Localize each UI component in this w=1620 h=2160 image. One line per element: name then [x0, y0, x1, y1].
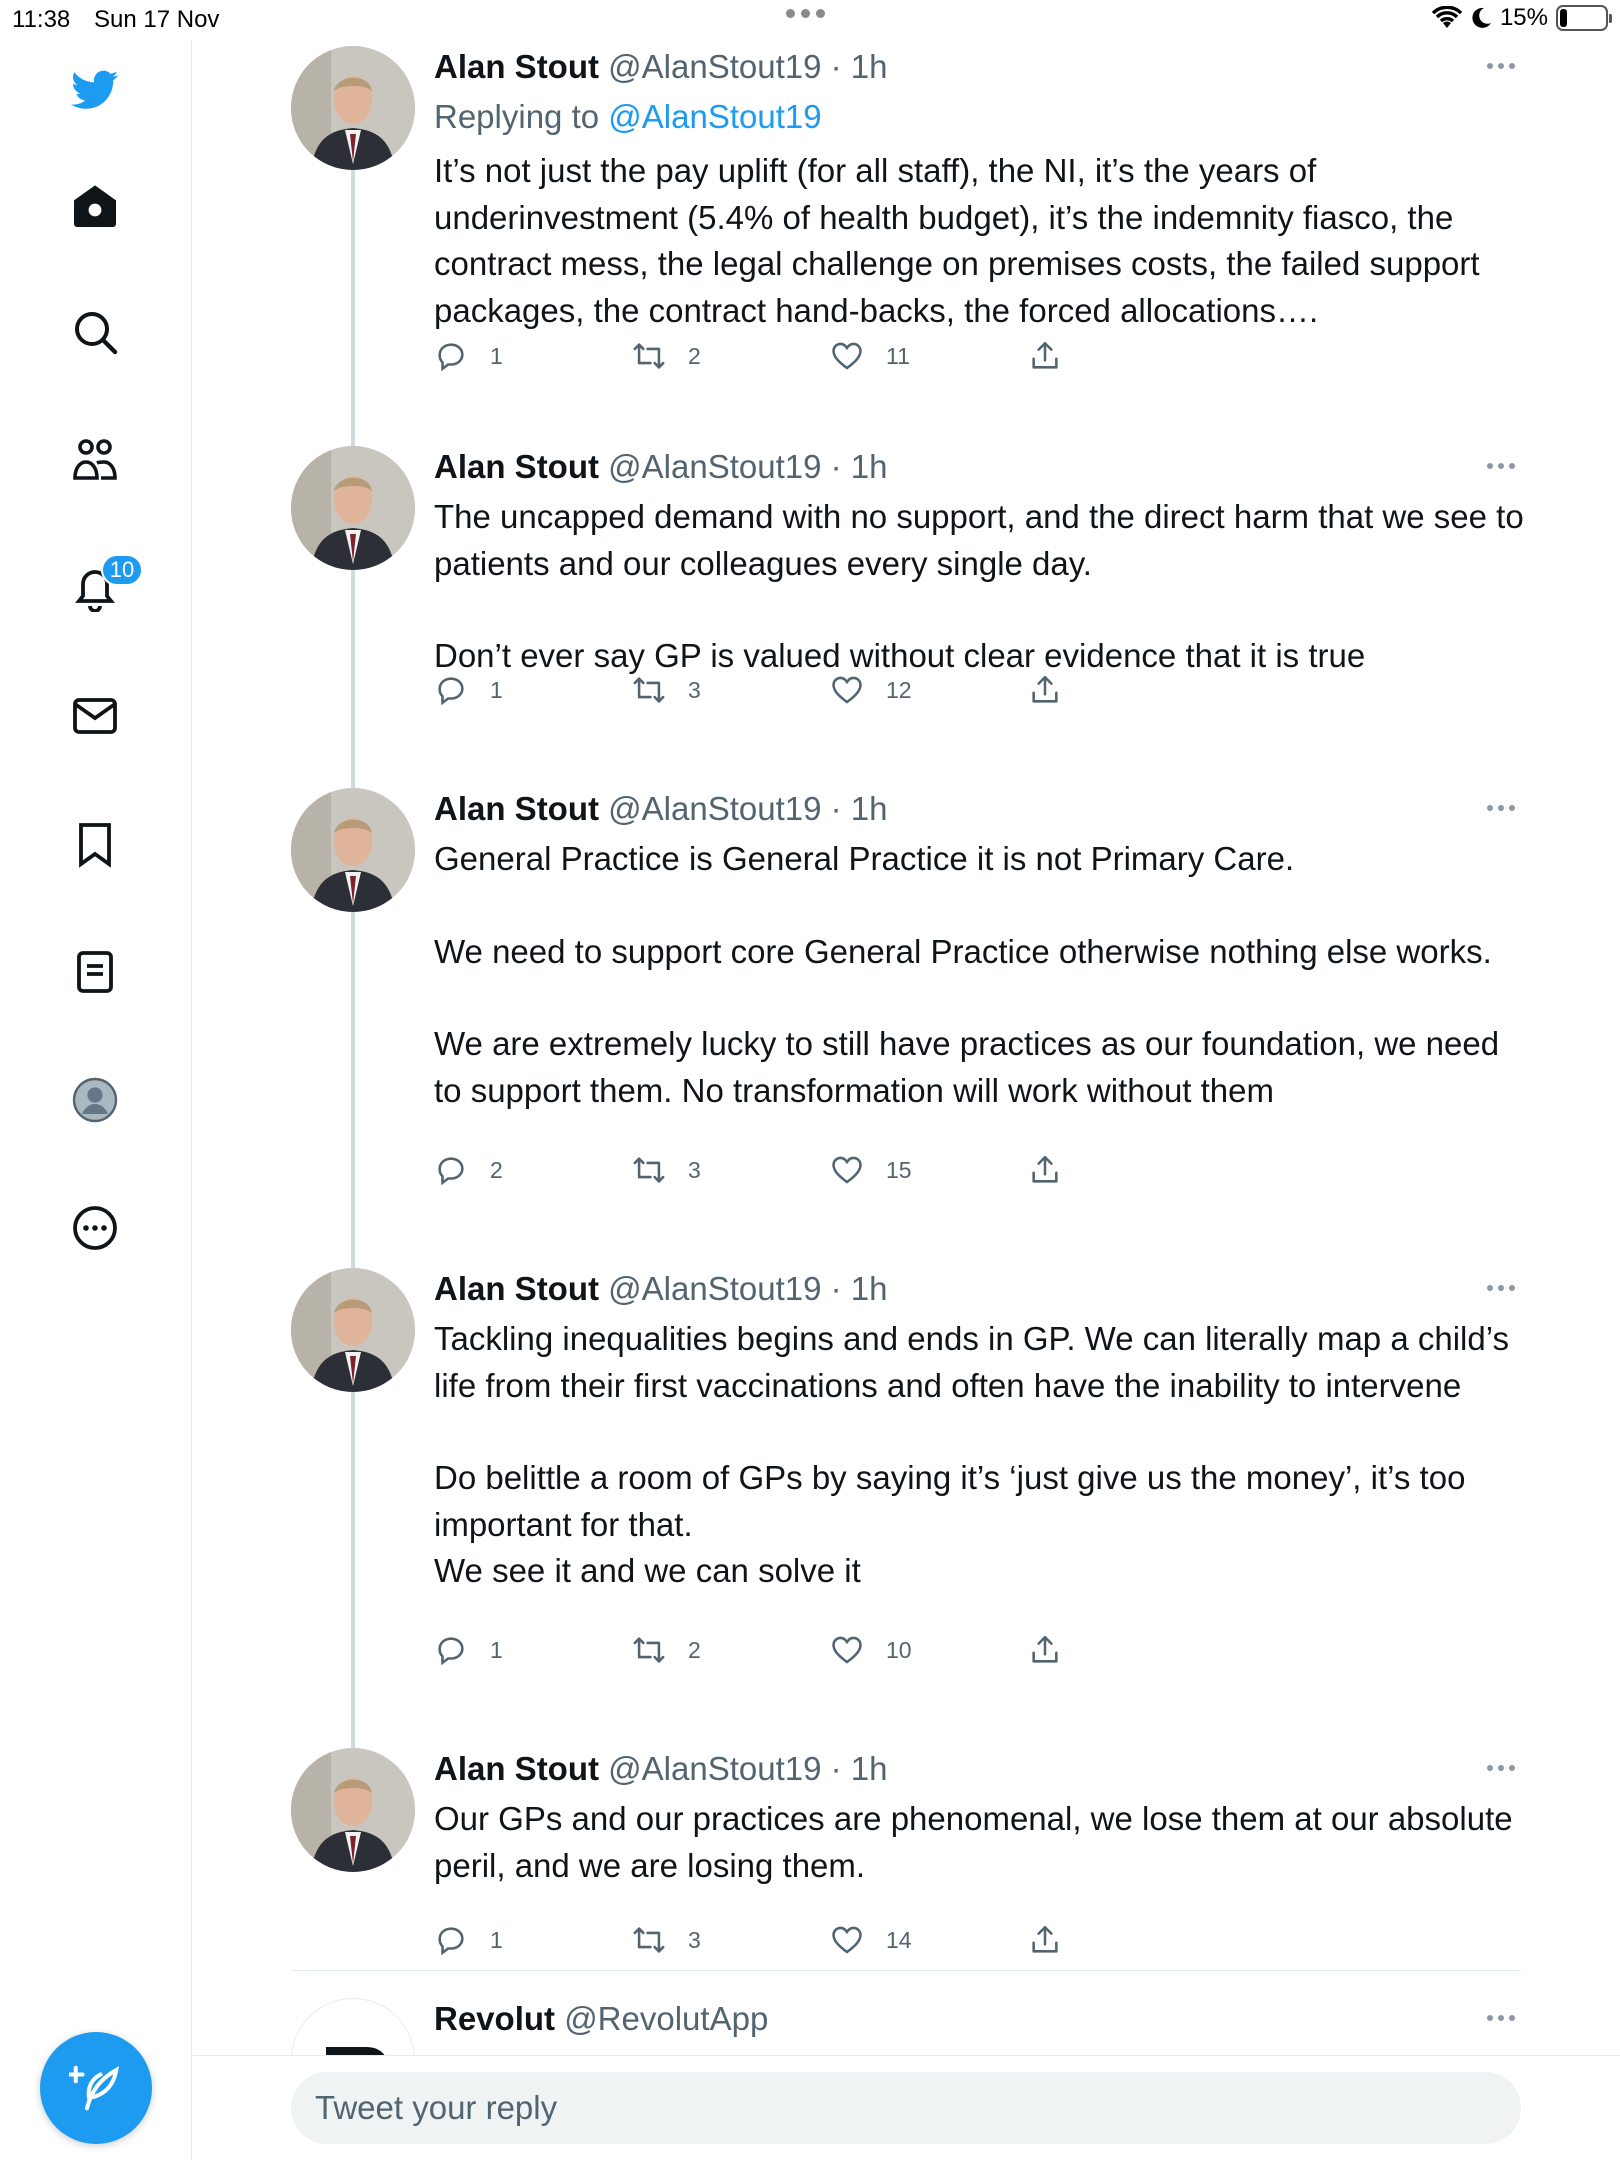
heart-icon [830, 1923, 864, 1957]
tweet[interactable] [291, 1268, 1521, 1708]
reply-count: 1 [490, 342, 503, 369]
share-icon [1028, 1153, 1062, 1187]
reply-count: 1 [490, 676, 503, 703]
tweet-paragraph: We need to support core General Practice otherwise nothing else works. [434, 932, 1492, 970]
reply-icon [434, 1153, 468, 1187]
tweet-text [434, 1316, 1524, 1595]
battery-percent: 15% [1499, 4, 1548, 31]
tweet-paragraph: Do belittle a room of GPs by saying it’s ‘just give us the money’, it’s too important for that. We see it and we can solve it [434, 1459, 1466, 1589]
author-handle[interactable]: @RevolutApp [564, 2000, 769, 2037]
retweet-icon [632, 673, 666, 707]
share-icon [1028, 1633, 1062, 1667]
like-count: 15 [886, 1156, 912, 1183]
communities-icon[interactable] [55, 420, 135, 500]
reply-count: 1 [490, 1636, 503, 1663]
tweet-actions [434, 336, 1114, 376]
share-button[interactable] [1028, 670, 1062, 710]
tweet-header [434, 1270, 888, 1308]
home-icon[interactable] [55, 166, 135, 246]
reply-icon [434, 339, 468, 373]
messages-envelope-icon[interactable] [55, 676, 135, 756]
author-handle[interactable]: @AlanStout19 [608, 48, 822, 85]
replying-to-label: Replying to [434, 98, 600, 135]
share-button[interactable] [1028, 1630, 1062, 1670]
retweet-button[interactable] [632, 1150, 701, 1190]
author-name[interactable]: Alan Stout [434, 48, 599, 85]
author-handle[interactable]: @AlanStout19 [608, 448, 822, 485]
bookmark-icon[interactable] [55, 804, 135, 884]
tweet-divider [291, 1970, 1521, 1971]
like-button[interactable] [830, 1920, 912, 1960]
tweet-header [434, 2000, 768, 2038]
share-icon [1028, 673, 1062, 707]
notifications-badge: 10 [101, 554, 143, 586]
reply-button[interactable] [434, 670, 503, 710]
more-icon[interactable] [1481, 2008, 1521, 2028]
tweet-reply-input[interactable] [291, 2072, 1521, 2144]
like-count: 14 [886, 1926, 912, 1953]
share-button[interactable] [1028, 1920, 1062, 1960]
tweet-paragraph: The uncapped demand with no support, and the direct harm that we see to patients and our colleagues every single day. [434, 498, 1524, 582]
reply-count: 1 [490, 1926, 503, 1953]
retweet-button[interactable] [632, 670, 701, 710]
reply-icon [434, 1923, 468, 1957]
author-name[interactable]: Alan Stout [434, 1750, 599, 1787]
author-name[interactable]: Alan Stout [434, 1270, 599, 1307]
search-icon[interactable] [55, 292, 135, 372]
tweet-actions [434, 1630, 1114, 1670]
status-indicators [1432, 4, 1608, 32]
avatar[interactable] [291, 788, 415, 912]
retweet-icon [632, 1923, 666, 1957]
reply-button[interactable] [434, 1630, 503, 1670]
author-handle[interactable]: @AlanStout19 [608, 1270, 822, 1307]
retweet-button[interactable] [632, 1630, 701, 1670]
more-options-icon[interactable] [55, 1188, 135, 1268]
reply-icon [434, 1633, 468, 1667]
tweet-paragraph: Tackling inequalities begins and ends in GP. We can literally map a child’s life from their first vaccinations and often have the inability to intervene [434, 1320, 1509, 1404]
replying-to [434, 98, 822, 136]
heart-icon [830, 1633, 864, 1667]
tweet[interactable] [291, 1748, 1521, 1978]
status-date: Sun 17 Nov [94, 6, 220, 33]
tweet[interactable] [291, 446, 1524, 746]
tweet-text [434, 148, 1524, 334]
status-bar [0, 0, 1620, 40]
like-button[interactable] [830, 1630, 912, 1670]
feather-plus-icon [69, 2061, 123, 2115]
tweet-time[interactable]: · 1h [830, 1270, 888, 1307]
avatar[interactable] [291, 446, 415, 570]
like-button[interactable] [830, 336, 910, 376]
tweet-time[interactable]: · 1h [830, 448, 888, 485]
author-handle[interactable]: @AlanStout19 [608, 1750, 822, 1787]
retweet-count: 3 [688, 1156, 701, 1183]
more-icon[interactable] [1481, 456, 1521, 476]
like-count: 12 [886, 676, 912, 703]
multitasking-dots-icon[interactable] [786, 9, 825, 18]
tweet-time[interactable]: · 1h [830, 48, 888, 85]
share-button[interactable] [1028, 1150, 1062, 1190]
more-icon[interactable] [1481, 1278, 1521, 1298]
notifications-bell-icon[interactable] [55, 548, 135, 628]
author-name[interactable]: Revolut [434, 2000, 556, 2037]
tweet-text [434, 836, 1524, 1114]
tweet-actions [434, 670, 1114, 710]
tweet-header [434, 48, 888, 86]
reply-button[interactable] [434, 1150, 503, 1190]
tweet-paragraph: It’s not just the pay uplift (for all staff), the NI, it’s the years of underinvestment (5.4% of health budget), it’s the indemnity fiasco, the contract mess, the legal challenge on premises costs, the failed support packages, the contract hand-backs, the forced allocations…. [434, 152, 1480, 329]
like-button[interactable] [830, 1150, 912, 1190]
tweet[interactable] [291, 788, 1521, 1228]
more-icon[interactable] [1481, 56, 1521, 76]
avatar[interactable] [291, 46, 415, 170]
tweet-header [434, 448, 888, 486]
more-icon[interactable] [1481, 1758, 1521, 1778]
profile-avatar-icon[interactable] [55, 1060, 135, 1140]
conversation-timeline[interactable] [193, 40, 1620, 2055]
author-name[interactable]: Alan Stout [434, 790, 599, 827]
reply-icon [434, 673, 468, 707]
moon-icon [1470, 6, 1492, 30]
battery-icon [1556, 5, 1608, 31]
tweet-paragraph: We are extremely lucky to still have practices as our foundation, we need to support them. No transformation will work without them [434, 1025, 1500, 1109]
retweet-button[interactable] [632, 336, 701, 376]
retweet-count: 3 [688, 676, 701, 703]
tweet-paragraph: General Practice is General Practice it is not Primary Care. [434, 840, 1295, 877]
tweet-actions [434, 1150, 1114, 1190]
tweet-time[interactable]: · 1h [830, 790, 888, 827]
tweet-text [434, 494, 1524, 680]
author-handle[interactable]: @AlanStout19 [608, 790, 822, 827]
reply-button[interactable] [434, 336, 503, 376]
compose-tweet-button[interactable] [40, 2032, 152, 2144]
revolut-logo-avatar[interactable] [291, 1998, 415, 2055]
retweet-count: 2 [688, 1636, 701, 1663]
like-button[interactable] [830, 670, 912, 710]
share-button[interactable] [1028, 336, 1062, 376]
author-name[interactable]: Alan Stout [434, 448, 599, 485]
more-icon[interactable] [1481, 798, 1521, 818]
share-icon [1028, 1923, 1062, 1957]
heart-icon [830, 673, 864, 707]
retweet-icon [632, 339, 666, 373]
avatar[interactable] [291, 1268, 415, 1392]
tweet[interactable] [291, 1998, 1521, 2055]
avatar[interactable] [291, 1748, 415, 1872]
tweet-actions [434, 1920, 1114, 1960]
status-time: 11:38 [12, 6, 71, 33]
retweet-count: 3 [688, 1926, 701, 1953]
like-count: 10 [886, 1636, 912, 1663]
twitter-logo-icon[interactable] [55, 50, 135, 130]
heart-icon [830, 1153, 864, 1187]
tweet-text [434, 1796, 1524, 1889]
tweet-header [434, 1750, 888, 1788]
lists-icon[interactable] [55, 932, 135, 1012]
heart-icon [830, 339, 864, 373]
tweet-paragraph: Our GPs and our practices are phenomenal, we lose them at our absolute peril, and we are losing them. [434, 1800, 1513, 1884]
retweet-icon [632, 1153, 666, 1187]
tweet-paragraph: Don’t ever say GP is valued without clear evidence that it is true [434, 637, 1366, 674]
replying-to-mention[interactable]: @AlanStout19 [608, 98, 822, 135]
tweet-time[interactable]: · 1h [830, 1750, 888, 1787]
tweet-header [434, 790, 888, 828]
reply-button[interactable] [434, 1920, 503, 1960]
reply-bar [193, 2055, 1620, 2160]
tweet[interactable] [291, 46, 1521, 396]
wifi-icon [1432, 6, 1462, 30]
share-icon [1028, 339, 1062, 373]
sidebar-nav [0, 40, 192, 2160]
retweet-icon [632, 1633, 666, 1667]
like-count: 11 [886, 342, 910, 369]
reply-count: 2 [490, 1156, 503, 1183]
retweet-count: 2 [688, 342, 701, 369]
retweet-button[interactable] [632, 1920, 701, 1960]
